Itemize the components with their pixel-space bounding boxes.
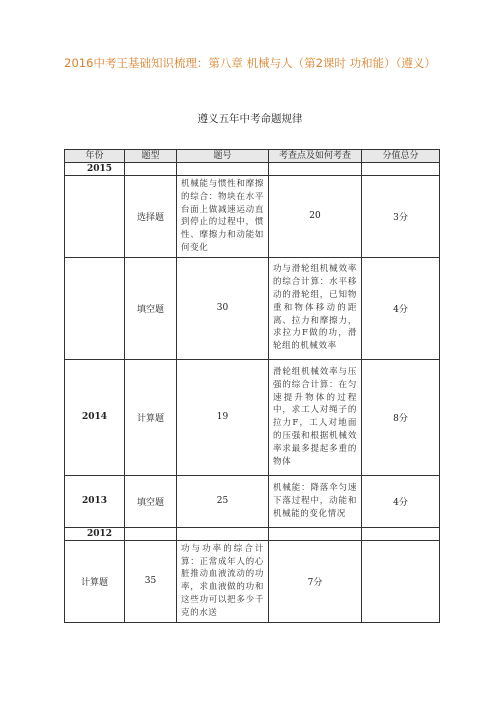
year-label: 2012	[65, 527, 125, 540]
year-label: 2015	[65, 163, 125, 176]
question-type: 填空题	[125, 475, 177, 527]
table-row	[65, 475, 440, 527]
section-subtitle: 遵义五年中考命题规律	[197, 113, 303, 125]
table-row	[65, 176, 440, 258]
year-label: 2013	[65, 475, 125, 527]
score: 7分	[269, 540, 362, 622]
question-number: 35	[125, 540, 177, 622]
question-type: 填空题	[125, 257, 177, 359]
exam-content: 功与功率的综合计算：正常成年人的心脏推动血液流动的功率，求血液做的功和这些功可以把多少千克的水送	[177, 540, 269, 622]
exam-content: 功与滑轮组机械效率的综合计算：水平移动的滑轮组，已知物重和物体移动的距离、拉力和摩擦力，求拉力F做的功，滑轮组的机械效率	[269, 257, 362, 359]
question-type: 计算题	[125, 359, 177, 475]
score: 3分	[362, 176, 440, 258]
header-number: 题号	[177, 150, 269, 163]
question-number: 30	[177, 257, 269, 359]
exam-pattern-table	[64, 149, 440, 623]
question-type: 计算题	[65, 540, 125, 622]
header-year: 年份	[65, 150, 125, 163]
header-score: 分值总分	[362, 150, 440, 163]
year-row-2015	[65, 163, 440, 176]
exam-content: 机械能与惯性和摩擦的综合：物块在水平台面上做减速运动直到停止的过程中，惯性、摩擦力和动能如何变化	[177, 176, 269, 258]
total-score: 8分	[362, 359, 440, 475]
document-title: 2016中考王基础知识梳理：第八章 机械与人（第2课时 功和能）（遵义）	[64, 56, 436, 70]
exam-content: 滑轮组机械效率与压强的综合计算：在匀速提升物体的过程中，求工人对绳子的拉力F，工人对地面的压强和根据机械效率求最多提起多重的物体	[269, 359, 362, 475]
year-row-2012	[65, 527, 440, 540]
question-number: 20	[269, 176, 362, 258]
question-type: 选择题	[125, 176, 177, 258]
question-number: 19	[177, 359, 269, 475]
score: 4分	[362, 257, 440, 359]
table-row	[65, 540, 440, 622]
total-score: 4分	[362, 475, 440, 527]
exam-content: 机械能：降落伞匀速下落过程中，动能和机械能的变化情况	[269, 475, 362, 527]
header-type: 题型	[125, 150, 177, 163]
question-number: 25	[177, 475, 269, 527]
table-row	[65, 359, 440, 475]
table-row	[65, 257, 440, 359]
header-content: 考查点及如何考查	[269, 150, 362, 163]
year-label: 2014	[65, 359, 125, 475]
table-header-row	[65, 150, 440, 163]
